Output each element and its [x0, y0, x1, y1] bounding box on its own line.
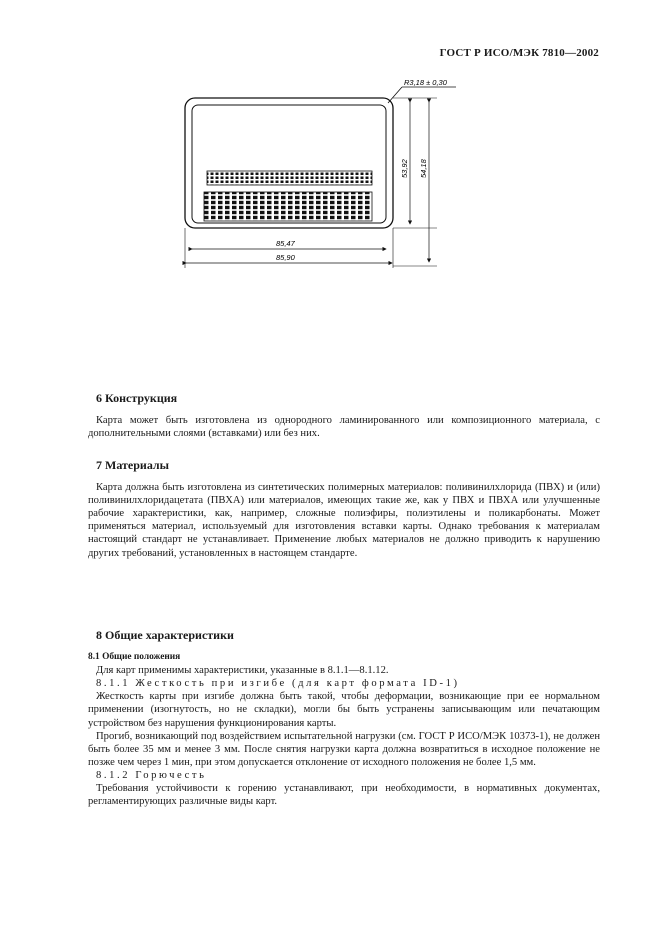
section-8-1-intro: Для карт применимы характеристики, указанные в 8.1.1—8.1.12.: [96, 665, 389, 677]
page-header: ГОСТ Р ИСО/МЭК 7810—2002: [439, 47, 599, 59]
width-inner-label: 85,47: [276, 239, 295, 248]
width-outer-label: 85,90: [276, 253, 295, 262]
section-8-1-heading: 8.1 Общие положения: [88, 652, 181, 663]
height-outer-label: 54,18: [419, 159, 428, 178]
section-7-heading: 7 Материалы: [96, 458, 170, 472]
section-8-1-2-paragraph: Требования устойчивости к горению устанавливают, при необходимости, в нормативных документах, регламентирующих различные виды карт.: [88, 783, 600, 808]
embossing-area-lower: [204, 192, 372, 221]
radius-leader: [388, 87, 402, 103]
section-8-1-1-paragraph-b: Прогиб, возникающий под воздействием испытательной нагрузки (см. ГОСТ Р ИСО/МЭК 10373-1), не должен быть более 35 мм и менее 3 мм. После снятия нагрузки карта должна возвратиться в исходное положение не позже чем через 1 мин, при этом допускается отклонение от исходного положения не более 1,5 мм.: [88, 730, 600, 768]
radius-label: R3,18 ± 0,30: [404, 78, 447, 87]
card-dimension-figure: [0, 0, 661, 300]
section-6-paragraph: Карта может быть изготовлена из однородного ламинированного или композиционного материала, с дополнительными слоями (вставками) или без них.: [88, 415, 600, 440]
section-7-paragraph: Карта должна быть изготовлена из синтетических полимерных материалов: поливинилхлорида (ПВХ) и (или) поливинилхлоридацетата (ПВХА) или материалов, имеющих такие же, как у ПВХ и ПВХА или улучшенные рабочие характеристики, как, например, сложные полиэфиры, полиэтилены и поликарбонаты. Может применяться материал, используемый для изготовления вставки карты. Однако требования к материалам настоящий стандарт не устанавливает. Применение любых материалов не должно приводить к нарушению других требований, установленных в настоящем стандарте.: [88, 482, 600, 559]
section-8: [88, 629, 600, 808]
section-8-heading: 8 Общие характеристики: [96, 628, 234, 642]
height-inner-label: 53,92: [400, 159, 409, 178]
section-6: [88, 392, 600, 440]
section-7: [88, 459, 600, 560]
section-6-heading: 6 Конструкция: [96, 391, 178, 405]
section-8-1-2-title: 8.1.2 Горючесть: [96, 769, 207, 781]
embossing-area-upper: [207, 171, 372, 185]
section-8-1-1-title: 8.1.1 Жесткость при изгибе (для карт формата ID-1): [96, 678, 460, 690]
section-8-1-1-paragraph-a: Жесткость карты при изгибе должна быть такой, чтобы деформации, возникающие при ее нормальном применении (изогнутость, но не складки), могли бы быть устранены записывающим или печатающим устройством без нарушения функционирования карты.: [88, 691, 600, 729]
